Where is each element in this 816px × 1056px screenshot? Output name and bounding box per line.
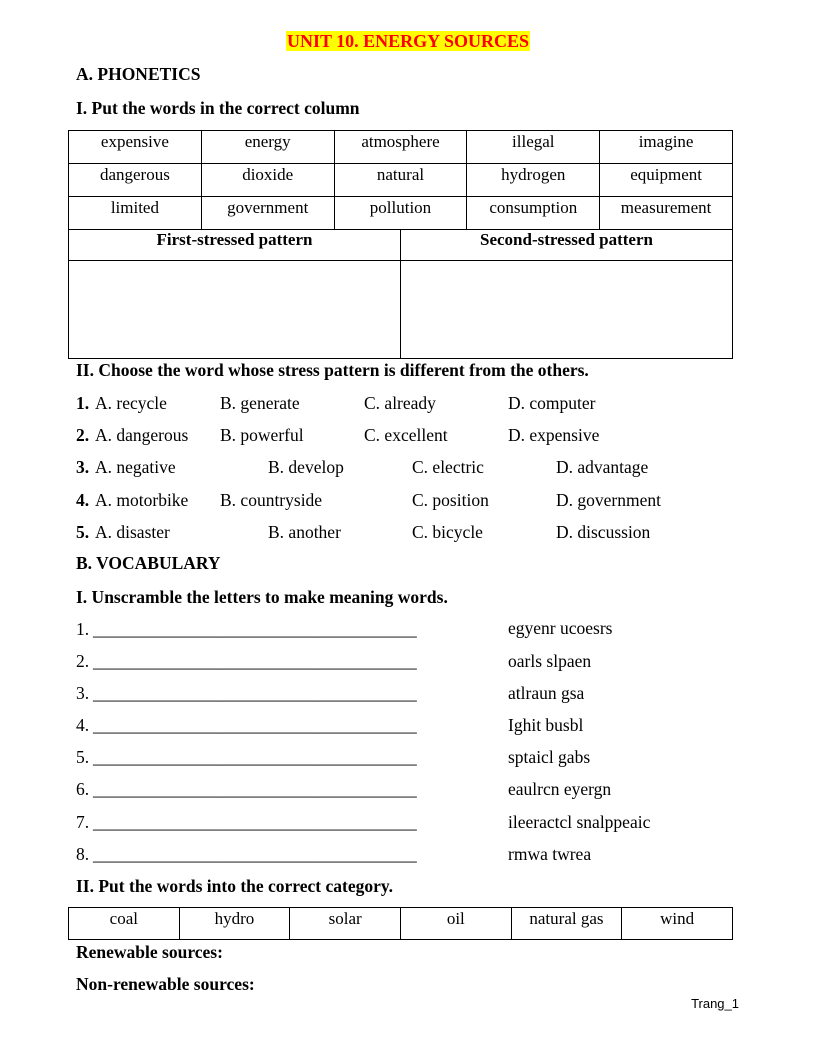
option-b[interactable]: B. powerful [220, 425, 304, 445]
renewable-sources-label: Renewable sources: [76, 942, 223, 962]
section-b-part1-heading: I. Unscramble the letters to make meaning words. [76, 587, 448, 607]
word-cell: measurement [600, 197, 733, 230]
table-row [69, 131, 733, 164]
scrambled-word: rmwa twrea [508, 844, 592, 864]
option-a[interactable]: A. disaster [95, 522, 170, 542]
word-cell: expensive [69, 131, 202, 164]
first-stressed-answer-cell[interactable] [69, 261, 401, 359]
answer-blank[interactable]: _____________________________________ [93, 619, 417, 639]
option-c[interactable]: C. excellent [364, 425, 448, 445]
word-cell: energy [201, 131, 334, 164]
section-a-heading: A. PHONETICS [76, 64, 201, 84]
answer-blank[interactable]: _____________________________________ [93, 715, 417, 735]
option-d[interactable]: D. computer [508, 393, 596, 413]
scrambled-word: eaulrcn eyergn [508, 779, 612, 799]
word-cell: imagine [600, 131, 733, 164]
worksheet-title [0, 31, 816, 52]
answer-blank[interactable]: _____________________________________ [93, 747, 417, 767]
energy-word-cell: solar [290, 908, 401, 940]
word-cell: natural [334, 164, 467, 197]
word-cell: hydrogen [467, 164, 600, 197]
option-b[interactable]: B. generate [220, 393, 300, 413]
table-row [69, 197, 733, 230]
non-renewable-sources-label: Non-renewable sources: [76, 974, 255, 994]
energy-word-cell: oil [400, 908, 511, 940]
answer-blank[interactable]: _____________________________________ [93, 844, 417, 864]
item-number: 7. [76, 812, 90, 832]
option-d[interactable]: D. discussion [556, 522, 651, 542]
scrambled-word: sptaicl gabs [508, 747, 591, 767]
word-cell: limited [69, 197, 202, 230]
word-cell: atmosphere [334, 131, 467, 164]
second-stressed-header: Second-stressed pattern [401, 230, 733, 261]
answer-blank[interactable]: _____________________________________ [93, 683, 417, 703]
energy-word-cell: natural gas [511, 908, 622, 940]
word-cell: dioxide [201, 164, 334, 197]
option-b[interactable]: B. countryside [220, 490, 323, 510]
word-cell: consumption [467, 197, 600, 230]
energy-word-cell: coal [69, 908, 180, 940]
section-a-part2-heading: II. Choose the word whose stress pattern is different from the others. [76, 360, 589, 380]
option-c[interactable]: C. already [364, 393, 436, 413]
energy-word-cell: wind [622, 908, 733, 940]
scrambled-word: ileeractcl snalppeaic [508, 812, 651, 832]
scrambled-word: oarls slpaen [508, 651, 592, 671]
table-row [69, 164, 733, 197]
item-number: 5. [76, 747, 90, 767]
item-number: 3. [76, 683, 90, 703]
scrambled-word: egyenr ucoesrs [508, 618, 613, 638]
word-cell: government [201, 197, 334, 230]
section-b-part2-heading: II. Put the words into the correct category. [76, 876, 394, 896]
words-table [68, 130, 733, 230]
option-d[interactable]: D. advantage [556, 457, 649, 477]
item-number: 2. [76, 651, 90, 671]
option-d[interactable]: D. government [556, 490, 661, 510]
scrambled-word: atlraun gsa [508, 683, 585, 703]
answer-blank[interactable]: _____________________________________ [93, 651, 417, 671]
option-b[interactable]: B. another [268, 522, 341, 542]
page-footer: Trang_1 [691, 996, 739, 1011]
item-number: 1. [76, 619, 90, 639]
option-c[interactable]: C. bicycle [412, 522, 483, 542]
question-number: 2. [76, 425, 90, 445]
option-c[interactable]: C. position [412, 490, 489, 510]
question-number: 1. [76, 393, 90, 413]
option-c[interactable]: C. electric [412, 457, 484, 477]
option-a[interactable]: A. negative [95, 457, 176, 477]
table-row [69, 908, 733, 940]
option-a[interactable]: A. motorbike [95, 490, 189, 510]
question-number: 3. [76, 457, 90, 477]
item-number: 6. [76, 779, 90, 799]
title-text: UNIT 10. ENERGY SOURCES [286, 31, 530, 51]
section-a-part1-heading: I. Put the words in the correct column [76, 98, 360, 118]
question-number: 4. [76, 490, 90, 510]
table-row [69, 261, 733, 359]
energy-word-cell: hydro [179, 908, 290, 940]
scrambled-word: Ighit busbl [508, 715, 584, 735]
word-cell: equipment [600, 164, 733, 197]
table-row [69, 230, 733, 261]
option-b[interactable]: B. develop [268, 457, 344, 477]
second-stressed-answer-cell[interactable] [401, 261, 733, 359]
answer-blank[interactable]: _____________________________________ [93, 779, 417, 799]
option-a[interactable]: A. dangerous [95, 425, 189, 445]
first-stressed-header: First-stressed pattern [69, 230, 401, 261]
pattern-table [68, 229, 733, 359]
item-number: 4. [76, 715, 90, 735]
word-cell: illegal [467, 131, 600, 164]
question-number: 5. [76, 522, 90, 542]
option-d[interactable]: D. expensive [508, 425, 600, 445]
answer-blank[interactable]: _____________________________________ [93, 812, 417, 832]
option-a[interactable]: A. recycle [95, 393, 167, 413]
word-cell: pollution [334, 197, 467, 230]
energy-words-table [68, 907, 733, 940]
word-cell: dangerous [69, 164, 202, 197]
section-b-heading: B. VOCABULARY [76, 553, 221, 573]
item-number: 8. [76, 844, 90, 864]
